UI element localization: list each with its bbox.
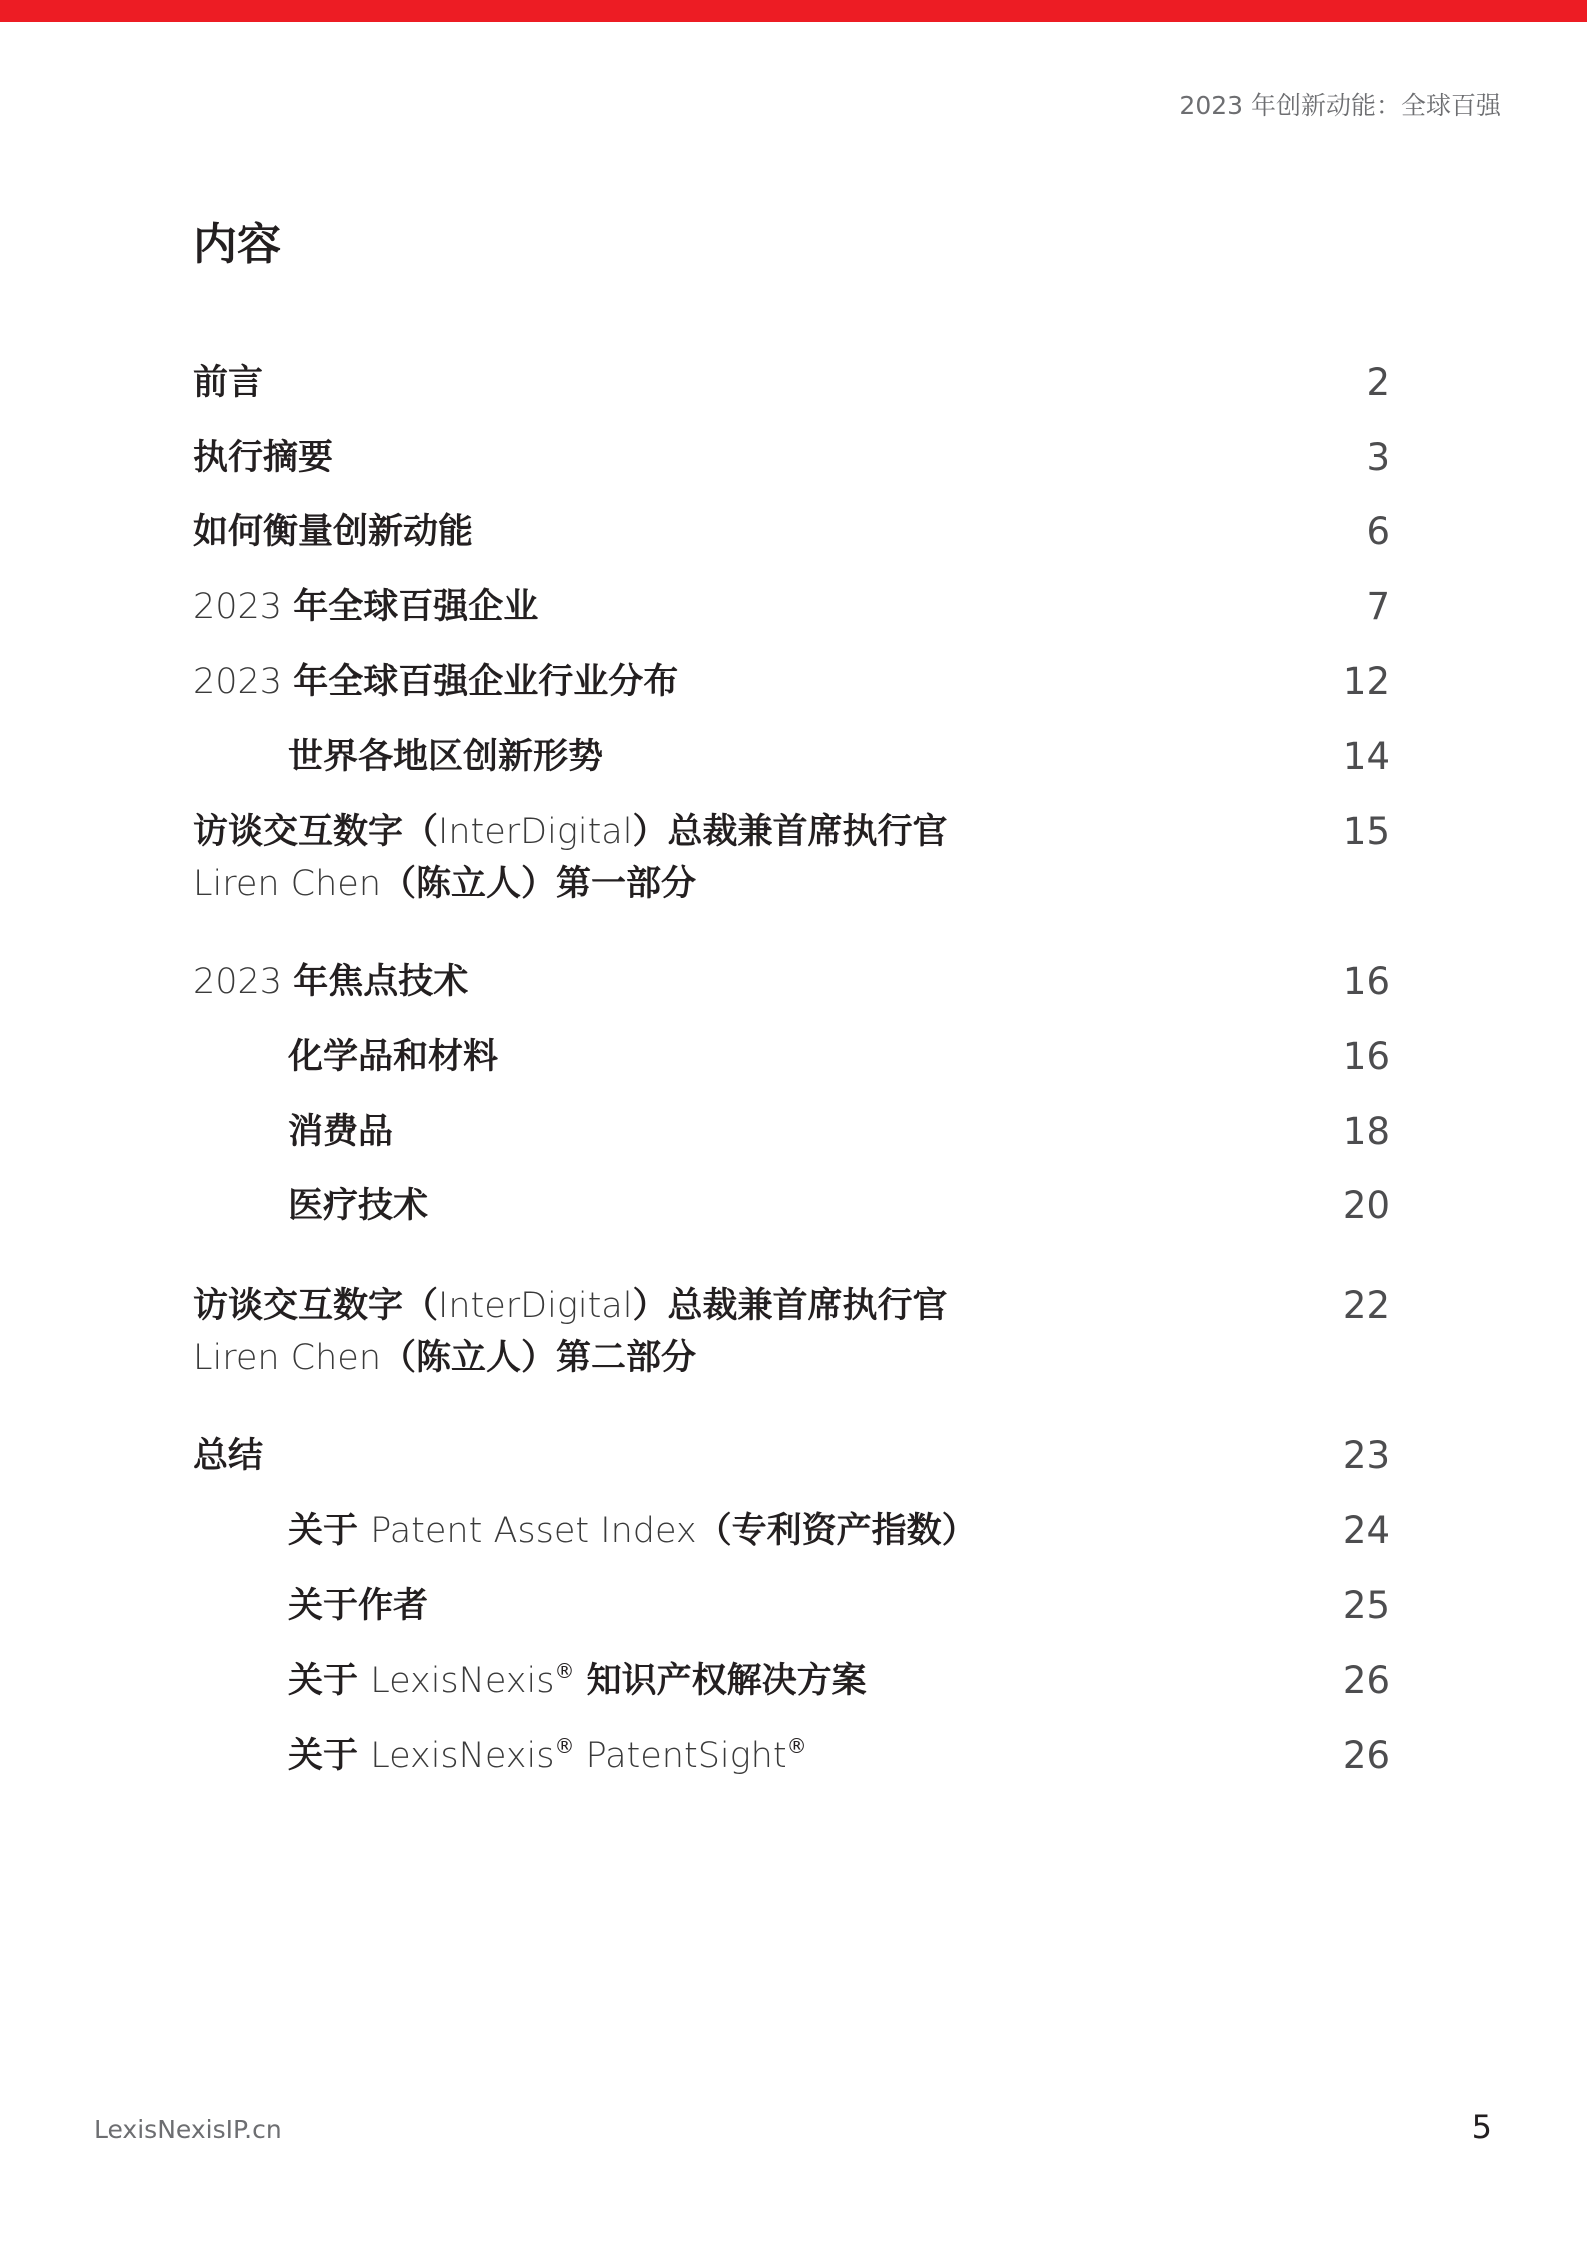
toc-subentry[interactable] [193,1730,1390,1782]
top-accent-bar [0,0,1587,22]
toc-entry-text: （陈立人）第一部分 [381,864,697,904]
toc-entry-title [193,506,1390,558]
toc-entry-text: InterDigital [438,812,633,852]
toc-subentry[interactable] [193,1031,1390,1083]
toc-entry-text: 年全球百强企业行业分布 [293,662,679,702]
toc-entry-title [193,731,1390,783]
toc-entry[interactable] [193,432,1390,484]
toc-page-number: 12 [1342,660,1390,703]
toc-entry-title [193,1655,1390,1707]
toc-page-number: 20 [1342,1184,1390,1227]
toc-entry-text: 总结 [193,1436,264,1476]
toc-entry[interactable] [193,357,1390,409]
toc-entry[interactable] [193,506,1390,558]
toc-entry-text: 知识产权解决方案 [574,1661,867,1701]
toc-entry-text: 2023 [193,962,294,1002]
toc-entry-text: 关于 [288,1661,371,1701]
toc-entry-title [193,357,1390,409]
toc-page-number: 23 [1342,1434,1390,1477]
toc-entry-text: 医疗技术 [288,1186,429,1226]
toc-entry-title [193,1580,1390,1632]
toc-entry-text: 执行摘要 [193,438,334,478]
toc-entry[interactable] [193,956,1390,1008]
toc-page-number: 18 [1342,1110,1390,1153]
toc-subentry[interactable] [193,1106,1390,1158]
toc-entry-text: Patent Asset Index [370,1511,697,1551]
toc-entry-text: ）总裁兼首席执行官 [632,1286,948,1326]
toc-subentry[interactable] [193,1180,1390,1232]
toc-page-number: 2 [1366,361,1390,404]
toc-entry-text: （陈立人）第二部分 [381,1338,697,1378]
toc-entry-text: 前言 [193,363,264,403]
toc-entry-text: 关于作者 [288,1586,429,1626]
toc-subentry[interactable] [193,1505,1390,1557]
toc-page-number: 25 [1342,1584,1390,1627]
toc-entry-text: 2023 [193,587,294,627]
page-title: 内容 [193,219,281,270]
toc-page-number: 24 [1342,1509,1390,1552]
toc-entry[interactable] [193,656,1390,708]
toc-entry-title-line2 [193,858,1390,910]
toc-page-number: 6 [1366,510,1390,553]
toc-page-number: 14 [1342,735,1390,778]
toc-page-number: 26 [1342,1734,1390,1777]
toc-entry-title [193,1280,1390,1332]
toc-entry[interactable] [193,581,1390,633]
toc-entry-text: LexisNexis [370,1736,555,1776]
toc-entry-title [193,1430,1390,1482]
toc-entry-text: Liren Chen [193,864,382,904]
registered-mark: ® [554,1659,575,1683]
toc-entry-text: 消费品 [288,1112,394,1152]
toc-entry-title [193,432,1390,484]
toc-page-number: 26 [1342,1659,1390,1702]
toc-entry[interactable] [193,1280,1390,1384]
toc-subentry[interactable] [193,731,1390,783]
toc-entry-text: 化学品和材料 [288,1037,499,1077]
toc-entry-text: 关于 [288,1511,371,1551]
toc-entry[interactable] [193,1430,1390,1482]
toc-page-number: 15 [1342,810,1390,853]
toc-subentry[interactable] [193,1580,1390,1632]
running-header: 2023 年创新动能：全球百强 [1179,91,1501,120]
toc-entry-text: 访谈交互数字（ [193,812,439,852]
toc-entry-text: 如何衡量创新动能 [193,512,474,552]
toc-entry-title [193,1180,1390,1232]
toc-entry-text: 关于 [288,1736,371,1776]
toc-entry-title [193,956,1390,1008]
toc-entry-title [193,806,1390,858]
toc-entry-text: LexisNexis [370,1661,555,1701]
toc-entry-text: PatentSight [574,1736,787,1776]
toc-page-number: 3 [1366,436,1390,479]
toc-entry-title [193,581,1390,633]
registered-mark: ® [554,1734,575,1758]
toc-entry-title [193,1031,1390,1083]
registered-mark: ® [786,1734,807,1758]
toc-entry-title-line2 [193,1332,1390,1384]
toc-page-number: 22 [1342,1284,1390,1327]
toc-entry-text: 2023 [193,662,294,702]
toc-subentry[interactable] [193,1655,1390,1707]
toc-entry-text: 年焦点技术 [293,962,469,1002]
footer-page-number: 5 [1471,2108,1492,2146]
toc-entry-text: 世界各地区创新形势 [288,737,604,777]
footer-website[interactable]: LexisNexisIP.cn [94,2115,282,2144]
toc-entry-text: 访谈交互数字（ [193,1286,439,1326]
toc-entry-text: （专利资产指数） [696,1511,977,1551]
toc-entry-text: ）总裁兼首席执行官 [632,812,948,852]
toc-page-number: 16 [1342,1035,1390,1078]
toc-entry-text: InterDigital [438,1286,633,1326]
toc-page-number: 16 [1342,960,1390,1003]
toc-entry[interactable] [193,806,1390,910]
toc-entry-title [193,1730,1390,1782]
toc-entry-title [193,1505,1390,1557]
toc-entry-text: Liren Chen [193,1338,382,1378]
toc-entry-text: 年全球百强企业 [293,587,539,627]
toc-page-number: 7 [1366,585,1390,628]
toc-entry-title [193,1106,1390,1158]
toc-entry-title [193,656,1390,708]
